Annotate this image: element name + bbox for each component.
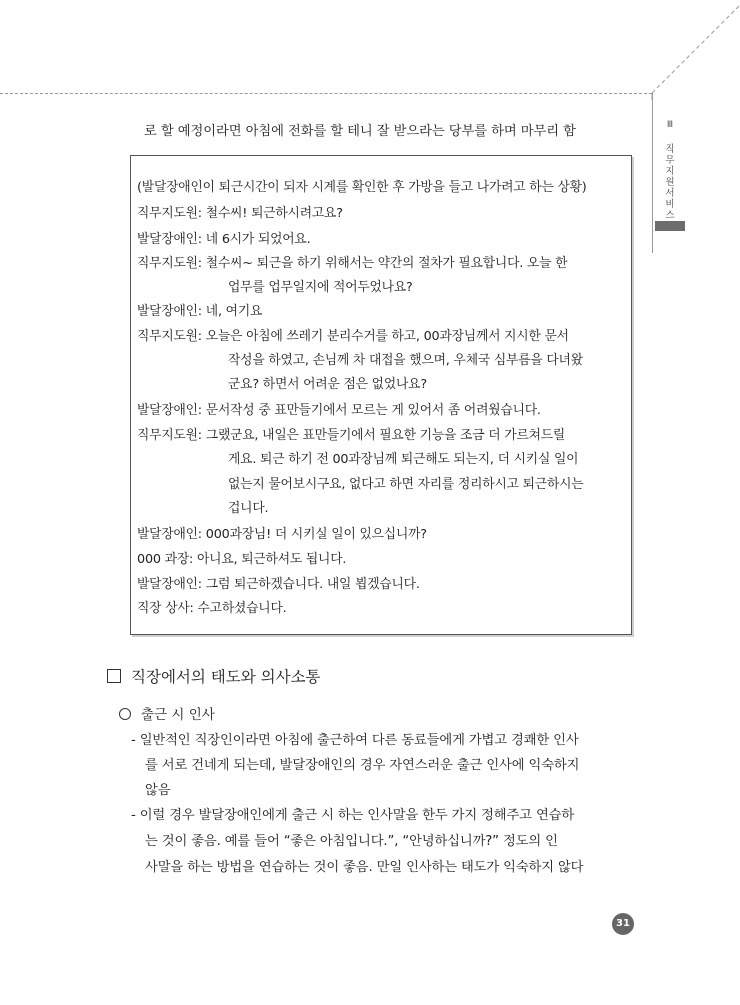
intro-paragraph: 로 할 예정이라면 아침에 전화를 할 테니 잘 받으라는 당부를 하며 마무리 함 xyxy=(144,124,576,139)
dialog-line: 직장 상사: 수고하셨습니다. xyxy=(137,601,287,616)
dialog-line: 발달장애인: 네 6시가 되었어요. xyxy=(137,232,311,247)
dialog-line: 발달장애인: 네, 여기요 xyxy=(137,304,263,319)
dialog-line-continuation: 겁니다. xyxy=(228,501,269,516)
dialog-line: 발달장애인: 문서작성 중 표만들기에서 모르는 게 있어서 좀 어려웠습니다. xyxy=(137,403,541,418)
dialog-line-continuation: 작성을 하였고, 손님께 차 대접을 했으며, 우체국 심부름을 다녀왔 xyxy=(228,353,583,368)
corner-decoration xyxy=(640,0,740,100)
dialog-line: 직무지도원: 오늘은 아침에 쓰레기 분리수거를 하고, 00과장님께서 지시한 문서 xyxy=(137,329,569,344)
chapter-char: 직 xyxy=(665,144,675,155)
chapter-char: 비 xyxy=(665,199,675,210)
body-line: 않음 xyxy=(145,783,171,798)
square-bullet-icon xyxy=(107,669,121,683)
dialog-line: 000 과장: 아니요, 퇴근하셔도 됩니다. xyxy=(137,552,347,567)
subsection-heading-text: 출근 시 인사 xyxy=(141,707,215,723)
body-line: 를 서로 건네게 되는데, 발달장애인의 경우 자연스러운 출근 인사에 익숙하지 xyxy=(145,758,580,773)
dialog-line: 직무지도원: 철수씨~ 퇴근을 하기 위해서는 약간의 절차가 필요합니다. 오늘 한 xyxy=(137,256,568,271)
header-dashed-line xyxy=(0,93,652,94)
dialog-line-continuation: 군요? 하면서 어려운 점은 없었나요? xyxy=(228,377,427,392)
page-number-badge: 31 xyxy=(612,913,634,935)
side-separator xyxy=(652,93,653,253)
body-line: 사말을 하는 방법을 연습하는 것이 좋음. 만일 인사하는 태도가 익숙하지 않다 xyxy=(145,860,584,875)
section-heading xyxy=(107,665,321,687)
section-heading-text: 직장에서의 태도와 의사소통 xyxy=(131,668,321,686)
dialog-line: 발달장애인: 그럼 퇴근하겠습니다. 내일 뵙겠습니다. xyxy=(137,577,420,592)
dialog-line-continuation: 게요. 퇴근 하기 전 00과장님께 퇴근해도 되는지, 더 시키실 일이 xyxy=(228,452,579,467)
side-chapter-tab xyxy=(656,120,684,221)
chapter-char: 지 xyxy=(665,166,675,177)
dialog-line: 발달장애인: 000과장님! 더 시키실 일이 있으십니까? xyxy=(137,527,427,542)
chapter-roman-numeral: Ⅲ xyxy=(666,120,674,130)
chapter-char: 원 xyxy=(665,177,675,188)
body-line: - 이럴 경우 발달장애인에게 출근 시 하는 인사말을 한두 가지 정해주고 연습하 xyxy=(131,808,575,823)
body-line: 는 것이 좋음. 예를 들어 “좋은 아침입니다.”, “안녕하십니까?” 정도의 인 xyxy=(145,834,558,849)
chapter-title-vertical xyxy=(665,144,674,221)
body-line: - 일반적인 직장인이라면 아침에 출근하여 다른 동료들에게 가볍고 경쾌한 인사 xyxy=(131,733,579,748)
dialog-line: 직무지도원: 그랬군요, 내일은 표만들기에서 필요한 기능을 조금 더 가르쳐드릴 xyxy=(137,428,566,443)
chapter-char: 스 xyxy=(665,210,675,221)
dialog-line: (발달장애인이 퇴근시간이 되자 시계를 확인한 후 가방을 들고 나가려고 하는 상황) xyxy=(137,180,587,195)
dialog-line-continuation: 업무를 업무일지에 적어두었나요? xyxy=(228,280,413,295)
subsection-heading xyxy=(119,703,215,723)
dialog-line: 직무지도원: 철수씨! 퇴근하시려고요? xyxy=(137,206,343,221)
dialog-line-continuation: 없는지 물어보시구요, 없다고 하면 자리를 정리하시고 퇴근하시는 xyxy=(228,477,584,492)
circle-bullet-icon xyxy=(119,708,131,720)
chapter-char: 서 xyxy=(665,188,675,199)
chapter-char: 무 xyxy=(665,155,675,166)
side-tab-bar xyxy=(655,221,685,231)
